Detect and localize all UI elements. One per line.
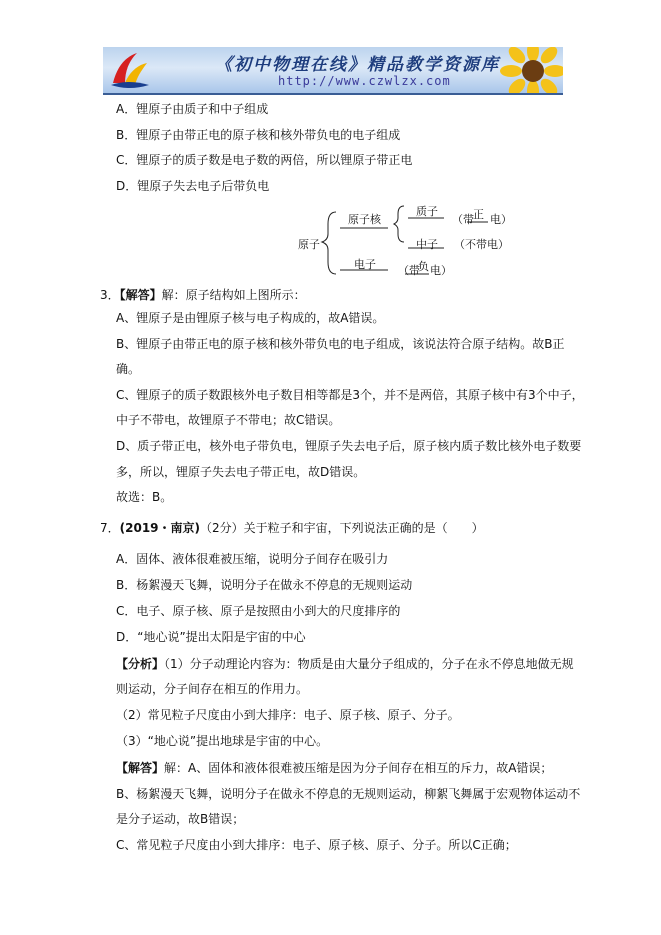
q7-option-d: D．“地心说”提出太阳是宇宙的中心 [116, 630, 306, 644]
q6-option-c: C．锂原子的质子数是电子数的两倍，所以锂原子带正电 [116, 153, 413, 167]
q7-answer-first [116, 760, 552, 776]
diagram-nucleus: 原子核 [348, 213, 381, 226]
q6-answer-line: 多，所以，锂原子失去电子带正电，故D错误。 [116, 465, 366, 479]
q7-option-c: C．电子、原子核、原子是按照由小到大的尺度排序的 [116, 604, 401, 618]
q7-answer-line: C、常见粒子尺度由小到大排序：电子、原子核、原子、分子。所以C正确； [116, 838, 517, 852]
q6-answer-heading [100, 287, 306, 303]
q6-answer-line: D、质子带正电，核外电子带负电，锂原子失去电子后，原子核内质子数比核外电子数要 [116, 439, 582, 453]
atom-structure-diagram [296, 200, 512, 280]
q6-answer-line: A、锂原子是由锂原子核与电子构成的，故A错误。 [116, 311, 385, 325]
q6-answer-tag: 【解答】 [119, 288, 162, 302]
q7-analysis-tag: 【分析】 [116, 657, 165, 671]
q7-analysis-line: （3）“地心说”提出地球是宇宙的中心。 [116, 734, 329, 748]
q6-answer-line: 确。 [116, 362, 141, 376]
q6-answer-line: C、锂原子的质子数跟核外电子数目相等都是3个，并不是两倍，其原子核中有3个中子， [116, 388, 584, 402]
q6-number: 3． [100, 288, 120, 302]
q7-question: （2分）关于粒子和宇宙，下列说法正确的是（ ） [200, 521, 484, 535]
q7-source: (2019・南京) [119, 521, 201, 535]
site-logo-icon [107, 49, 151, 91]
diagram-neutron: 中子 [416, 238, 438, 251]
q6-answer-intro: 解：原子结构如上图所示： [161, 288, 306, 302]
q7-number: 7． [100, 521, 120, 535]
diagram-proton-charge: 正 [473, 208, 484, 221]
q7-option-b: B．杨絮漫天飞舞，说明分子在做永不停息的无规则运动 [116, 578, 413, 592]
q7-answer-line: B、杨絮漫天飞舞，说明分子在做永不停息的无规则运动，柳絮飞舞属于宏观物体运动不 [116, 787, 581, 801]
diagram-atom: 原子 [298, 238, 320, 251]
diagram-proton-prefix: （带 [452, 213, 474, 226]
q6-answer-line: B、锂原子由带正电的原子核和核外带负电的电子组成，该说法符合原子结构。故B正 [116, 337, 565, 351]
sunflower-icon [497, 47, 563, 95]
diagram-electron: 电子 [354, 258, 376, 271]
header-url[interactable]: http://www.czwlzx.com [278, 74, 451, 88]
diagram-proton-suffix: 电） [490, 213, 512, 226]
q6-option-a: A．锂原子由质子和中子组成 [116, 102, 269, 116]
q7-answer-line: 是分子运动，故B错误； [116, 812, 245, 826]
header-banner [103, 47, 563, 95]
q7-analysis-line: （1）分子动理论内容为：物质是由大量分子组成的，分子在永不停息地做无规 [164, 657, 574, 671]
q6-answer-line: 故选：B。 [116, 490, 173, 504]
header-title: 《初中物理在线》精品教学资源库 [215, 55, 500, 75]
diagram-proton: 质子 [416, 205, 438, 218]
diagram-electron-prefix: （带 [398, 264, 420, 277]
q7-stem [100, 520, 484, 536]
q6-answer-line: 中子不带电，故锂原子不带电；故C错误。 [116, 413, 341, 427]
q7-option-a: A．固体、液体很难被压缩，说明分子间存在吸引力 [116, 552, 389, 566]
diagram-neutron-charge: （不带电） [454, 238, 509, 251]
diagram-electron-suffix: 电） [430, 264, 452, 277]
q7-analysis-line: （2）常见粒子尺度由小到大排序：电子、原子核、原子、分子。 [116, 708, 460, 722]
diagram-electron-charge: 负 [418, 260, 429, 273]
q6-option-b: B．锂原子由带正电的原子核和核外带负电的电子组成 [116, 128, 401, 142]
q7-answer-tag: 【解答】 [116, 761, 165, 775]
q7-answer-line: 解：A、固体和液体很难被压缩是因为分子间存在相互的斥力，故A错误； [164, 761, 553, 775]
q6-option-d: D．锂原子失去电子后带负电 [116, 179, 270, 193]
q7-analysis-line: 则运动，分子间存在相互的作用力。 [116, 682, 309, 696]
q7-analysis-first [116, 656, 574, 672]
